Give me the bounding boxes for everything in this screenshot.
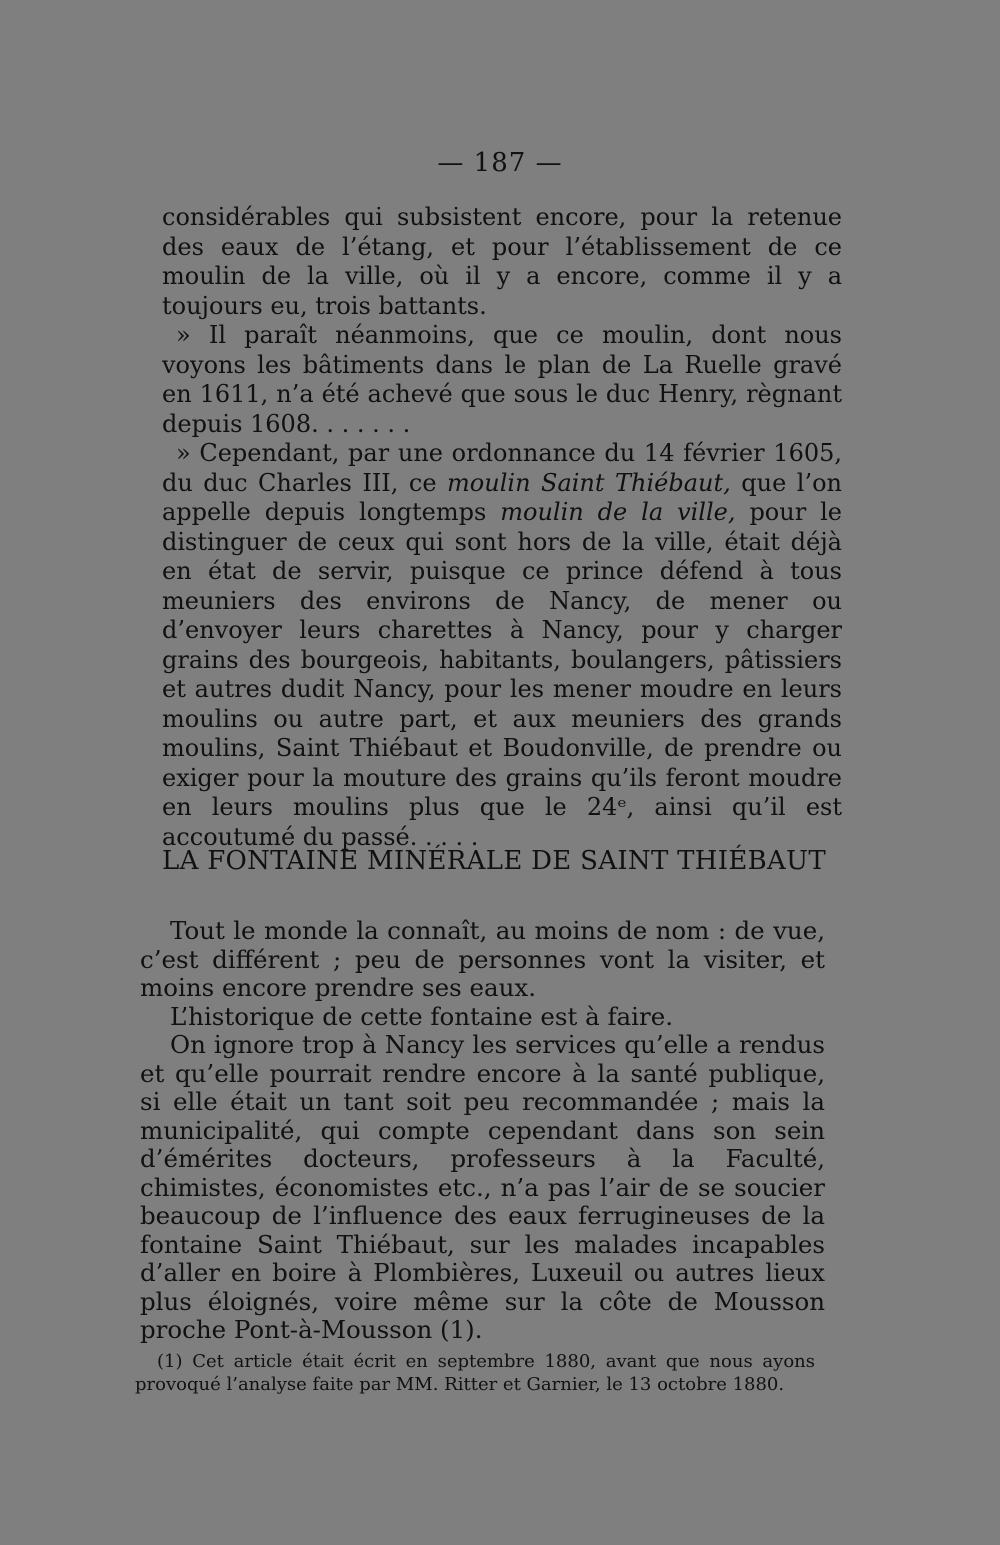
paragraph: Tout le monde la connaît, au moins de nom : de vue, c’est différent ; peu de personnes vont la visiter, et moins encore prendre ses eaux. [140,916,825,1002]
italic-term: moulin de la ville, [500,498,736,526]
footnote-text: (1) Cet article était écrit en septembre 1880, avant que nous ayons provoqué l’analyse faite par MM. Ritter et Garnier, le 13 octobre 1880. [135,1351,815,1395]
text-run: que l’on appelle depuis longtemps [162,468,842,526]
paragraph-ordinance [162,439,842,852]
text-run: pour le distinguer de ceux qui sont hors de la ville, était déjà en état de servir, puisque ce prince défend à tous meuniers des environs de Nancy, de mener ou d’envoyer leurs charettes à Nancy, pour y charger grains des bourgeois, habitants, boulangers, pâtissiers et autres dudit Nancy, pour les mener moudre en leurs moulins ou autre part, et aux meuniers des grands moulins, Saint Thiébaut et Boudonville, de prendre ou exiger pour la mouture des grains qu’ils feront moudre en leurs moulins plus que le 24ᵉ, ainsi qu’il est accoutumé du passé. . . . . [162,498,842,851]
paragraph: considérables qui subsistent encore, pour la retenue des eaux de l’étang, et pour l’établissement de ce moulin de la ville, où il y a encore, comme il y a toujours eu, trois battants. [162,203,842,320]
text-run: » Cependant, par une ordonnance du 14 février 1605, du duc Charles III, ce [162,439,842,497]
footnote [135,1350,815,1396]
paragraph: L’historique de cette fontaine est à faire. [170,1001,673,1031]
text-block-fountain [140,917,825,1345]
italic-term: moulin Saint Thiébaut, [447,468,731,497]
text-block-mill [162,203,842,852]
page-number: — 187 — [437,148,563,178]
paragraph: » Il paraît néanmoins, que ce moulin, dont nous voyons les bâtiments dans le plan de La Ruelle gravé en 1611, n’a été achevé que sous le duc Henry, règnant depuis 1608. . . . . . . [162,321,842,438]
paragraph: On ignore trop à Nancy les services qu’elle a rendus et qu’elle pourrait rendre encore à la santé publique, si elle était un tant soit peu recommandée ; mais la municipalité, qui compte cependant dans son sein d’émérites docteurs, professeurs à la Faculté, chimistes, économistes etc., n’a pas l’air de se soucier beaucoup de l’influence des eaux ferrugineuses de la fontaine Saint Thiébaut, sur les malades incapables d’aller en boire à Plombières, Luxeuil ou autres lieux plus éloignés, voire même sur la côte de Mousson proche Pont-à-Mousson (1). [140,1030,825,1344]
section-heading: LA FONTAINE MINÉRALE DE SAINT THIÉBAUT [162,846,826,876]
